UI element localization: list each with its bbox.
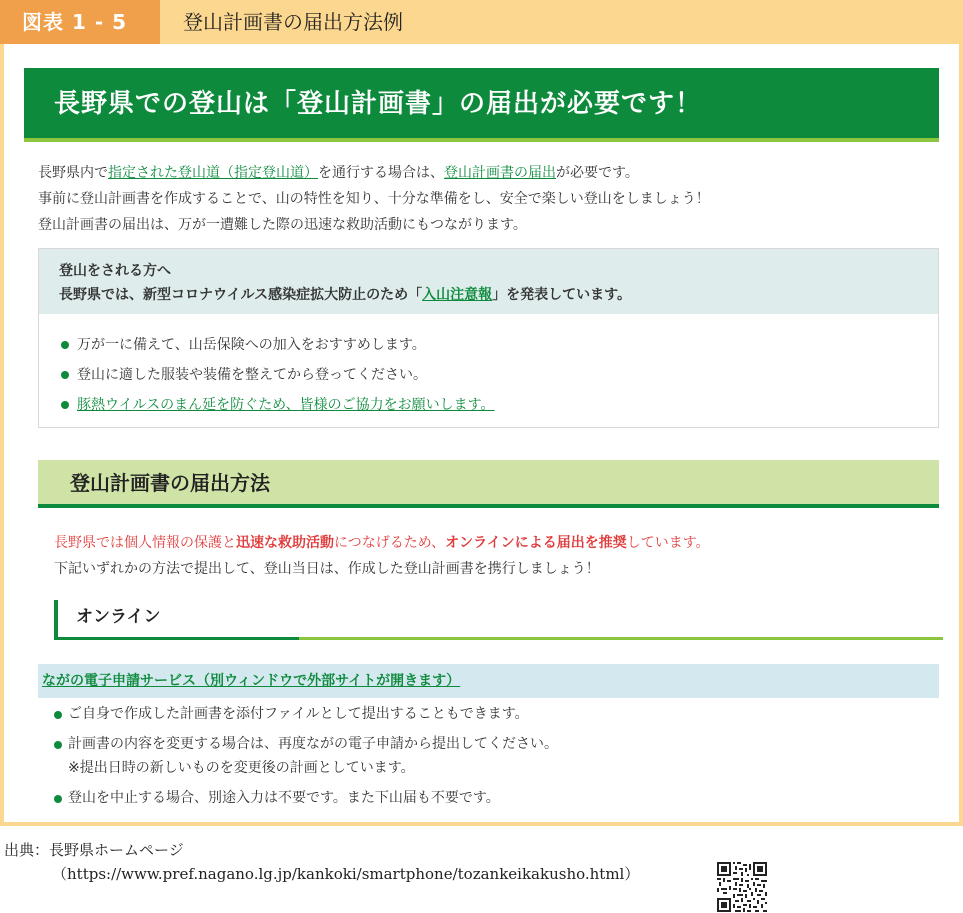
method-line-1-e: しています。	[626, 535, 710, 551]
list-item	[54, 786, 558, 810]
list-item[interactable]	[61, 390, 938, 420]
plan-submission-link[interactable]: 登山計画書の届出	[444, 165, 556, 181]
mountain-alert-link[interactable]: 入山注意報	[422, 287, 493, 303]
service-list	[54, 702, 558, 816]
intro-line-2: 事前に登山計画書を作成することで、山の特性を知り、十分な準備をし、安全で楽しい登山をしましょう！	[38, 191, 710, 207]
online-heading	[54, 600, 939, 640]
page-banner	[24, 68, 939, 142]
figure-title: 登山計画書の届出方法例	[183, 10, 403, 34]
service-item-note: ※提出日時の新しいものを変更後の計画としています。	[68, 760, 415, 776]
e-application-service-link[interactable]: ながの電子申請サービス（別ウィンドウで外部サイトが開きます）	[42, 673, 461, 689]
service-item-text: ご自身で作成した計画書を添付ファイルとして提出することもできます。	[68, 706, 529, 722]
notice-list	[39, 314, 938, 420]
service-bar	[38, 664, 939, 698]
list-item	[54, 732, 558, 780]
notice-box	[38, 248, 939, 428]
method-line-1-d: オンラインによる届出を推奨	[445, 535, 627, 551]
notice-heading-2-post: 」を発表しています。	[492, 287, 632, 303]
section-title: 登山計画書の届出方法	[70, 471, 270, 495]
method-line-1-b: 迅速な救助活動	[236, 535, 334, 551]
service-item-text: 計画書の内容を変更する場合は、再度ながの電子申請から提出してください。	[68, 736, 558, 752]
list-item	[54, 702, 558, 726]
figure-header	[0, 0, 963, 44]
section-heading	[38, 460, 939, 508]
notice-heading-2-pre: 長野県では、新型コロナウイルス感染症拡大防止のため「	[59, 287, 423, 303]
bullet-dot-icon	[54, 795, 62, 803]
intro-line-3: 登山計画書の届出は、万が一遭難した際の迅速な救助活動にもつながります。	[38, 217, 527, 233]
method-line-1-c: につなげるため、	[334, 535, 446, 551]
intro-line-1-post: が必要です。	[556, 165, 639, 181]
banner-title: 長野県での登山は「登山計画書」の届出が必要です！	[54, 89, 703, 119]
swine-fever-link[interactable]: 豚熱ウイルスのまん延を防ぐため、皆様のご協力をお願いします。	[77, 397, 495, 413]
method-line-2: 下記いずれかの方法で提出して、登山当日は、作成した登山計画書を携行しましょう！	[54, 561, 600, 577]
notice-header	[39, 249, 938, 314]
qr-code-icon	[717, 862, 767, 912]
online-underline-dark	[54, 637, 299, 640]
notice-item-text: 登山に適した服装や装備を整えてから登ってください。	[77, 367, 427, 383]
figure-number: 図表 1 - 5	[0, 0, 160, 44]
source-label: 出典：長野県ホームページ	[4, 841, 184, 859]
designated-trail-link[interactable]: 指定された登山道（指定登山道）	[108, 165, 318, 181]
bullet-dot-icon	[54, 741, 62, 749]
online-title: オンライン	[76, 607, 161, 627]
bullet-dot-icon	[61, 401, 69, 409]
intro-line-1-pre: 長野県内で	[38, 165, 108, 181]
service-item-text: 登山を中止する場合、別途入力は不要です。また下山届も不要です。	[68, 790, 500, 806]
notice-item-text: 万が一に備えて、山岳保険への加入をおすすめします。	[77, 337, 426, 353]
bullet-dot-icon	[54, 711, 62, 719]
method-line-1-a: 長野県では個人情報の保護と	[54, 535, 236, 551]
source-url: （https://www.pref.nagano.lg.jp/kankoki/smartphone/tozankeikakusho.html）	[52, 865, 640, 883]
bullet-dot-icon	[61, 371, 69, 379]
intro-line-1	[38, 160, 710, 186]
bullet-dot-icon	[61, 341, 69, 349]
method-text	[54, 530, 710, 582]
intro-text	[38, 160, 710, 238]
method-line-1	[54, 530, 710, 556]
online-underline-light	[299, 637, 943, 640]
notice-heading-1: 登山をされる方へ	[59, 263, 171, 279]
list-item	[61, 360, 938, 390]
list-item	[61, 330, 938, 360]
notice-heading-2	[59, 283, 938, 307]
intro-line-1-mid: を通行する場合は、	[318, 165, 444, 181]
